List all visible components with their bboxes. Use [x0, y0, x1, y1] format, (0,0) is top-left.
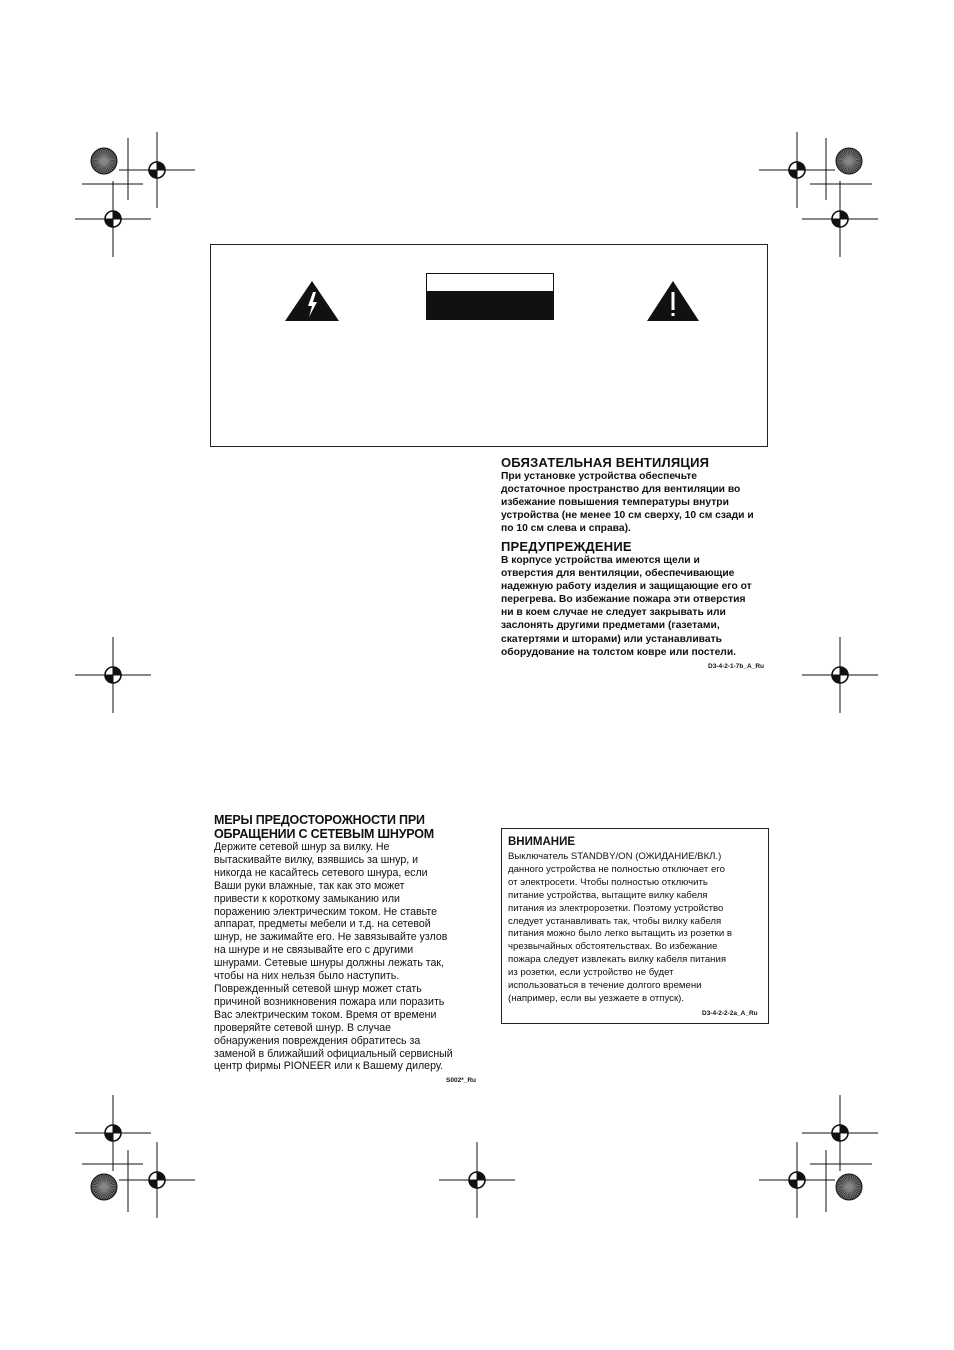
ventilation-title: ОБЯЗАТЕЛЬНАЯ ВЕНТИЛЯЦИЯ [501, 455, 710, 470]
registration-mark-icon [759, 1142, 835, 1218]
registration-mark-icon [802, 1095, 878, 1171]
standby-title: ВНИМАНИЕ [508, 836, 576, 848]
warning-text: В корпусе устройства имеются щели и отверстия для вентиляции, обеспечивающие надежную работу изделия и защищающие его от перегрева. Во избежание пожара эти отверстия ни в коем случае не следует закрывать или заслонять другими предметами (газетами, скатертями и шторами) или устанавливать оборудование на толстом ковре или постели. [501, 555, 752, 658]
starburst-target-icon [91, 148, 117, 174]
ventilation-text: При установке устройства обеспечьте достаточное пространство для вентиляции во избежание повышения температуры внутри устройства (не менее 10 см сверху, 10 см сзади и по 10 см слева и справа). [501, 471, 754, 535]
starburst-target-icon [836, 148, 862, 174]
starburst-target-icon [836, 1174, 862, 1200]
warning-title: ПРЕДУПРЕЖДЕНИЕ [501, 539, 632, 554]
power-cord-title: МЕРЫ ПРЕДОСТОРОЖНОСТИ ПРИ ОБРАЩЕНИИ С СЕТЕВЫМ ШНУРОМ [214, 813, 434, 841]
registration-mark-icon [119, 132, 195, 208]
registration-mark-icon [439, 1142, 515, 1218]
registration-mark-icon [75, 1095, 151, 1171]
registration-mark-icon [759, 132, 835, 208]
registration-mark-icon [119, 1142, 195, 1218]
lightning-warning-icon [284, 280, 340, 322]
exclamation-warning-icon [646, 280, 700, 322]
registration-mark-icon [75, 181, 151, 257]
power-cord-text: Держите сетевой шнур за вилку. Не вытаскивайте вилку, взявшись за шнур, и никогда не касайтесь сетевого шнура, если Ваши руки влажные, так как это может привести к короткому замыканию или поражению электрическим током. Не ставьте аппарат, предметы мебели и т.д. на сетевой шнур, не зажимайте его. Не завязывайте узлов на шнуре и не связывайте его с другими шнурами. Сетевые шнуры должны лежать так, чтобы на них нельзя было наступить. Поврежденный сетевой шнур может стать причиной возникновения пожара или поразить Вас электрическим током. Время от времени проверяйте сетевой шнур. В случае обнаружения повреждения обратитесь за заменой в ближайший официальный сервисный центр фирмы PIONEER или к Вашему дилеру. [214, 841, 453, 1073]
caution-label [426, 273, 554, 320]
ventilation-code: D3-4-2-1-7b_A_Ru [708, 663, 764, 670]
standby-text: Выключатель STANDBY/ON (ОЖИДАНИЕ/ВКЛ.) данного устройства не полностью отключает его от электросети. Чтобы полностью отключить питание устройства, вытащите вилку кабеля питания из электророзетки. Поэтому устройство следует устанавливать так, чтобы вилку кабеля питания можно было легко вытащить из розетки в чрезвычайных обстоятельствах. Во избежание пожара следует извлекать вилку кабеля питания из розетки, если устройство не будет использоваться в течение долгого времени (например, если вы уезжаете в отпуск). [508, 851, 733, 1004]
registration-mark-icon [802, 181, 878, 257]
registration-mark-icon [802, 637, 878, 713]
registration-mark-icon [75, 637, 151, 713]
starburst-target-icon [91, 1174, 117, 1200]
power-cord-code: S002*_Ru [446, 1077, 476, 1084]
standby-code: D3-4-2-2-2a_A_Ru [702, 1010, 758, 1017]
